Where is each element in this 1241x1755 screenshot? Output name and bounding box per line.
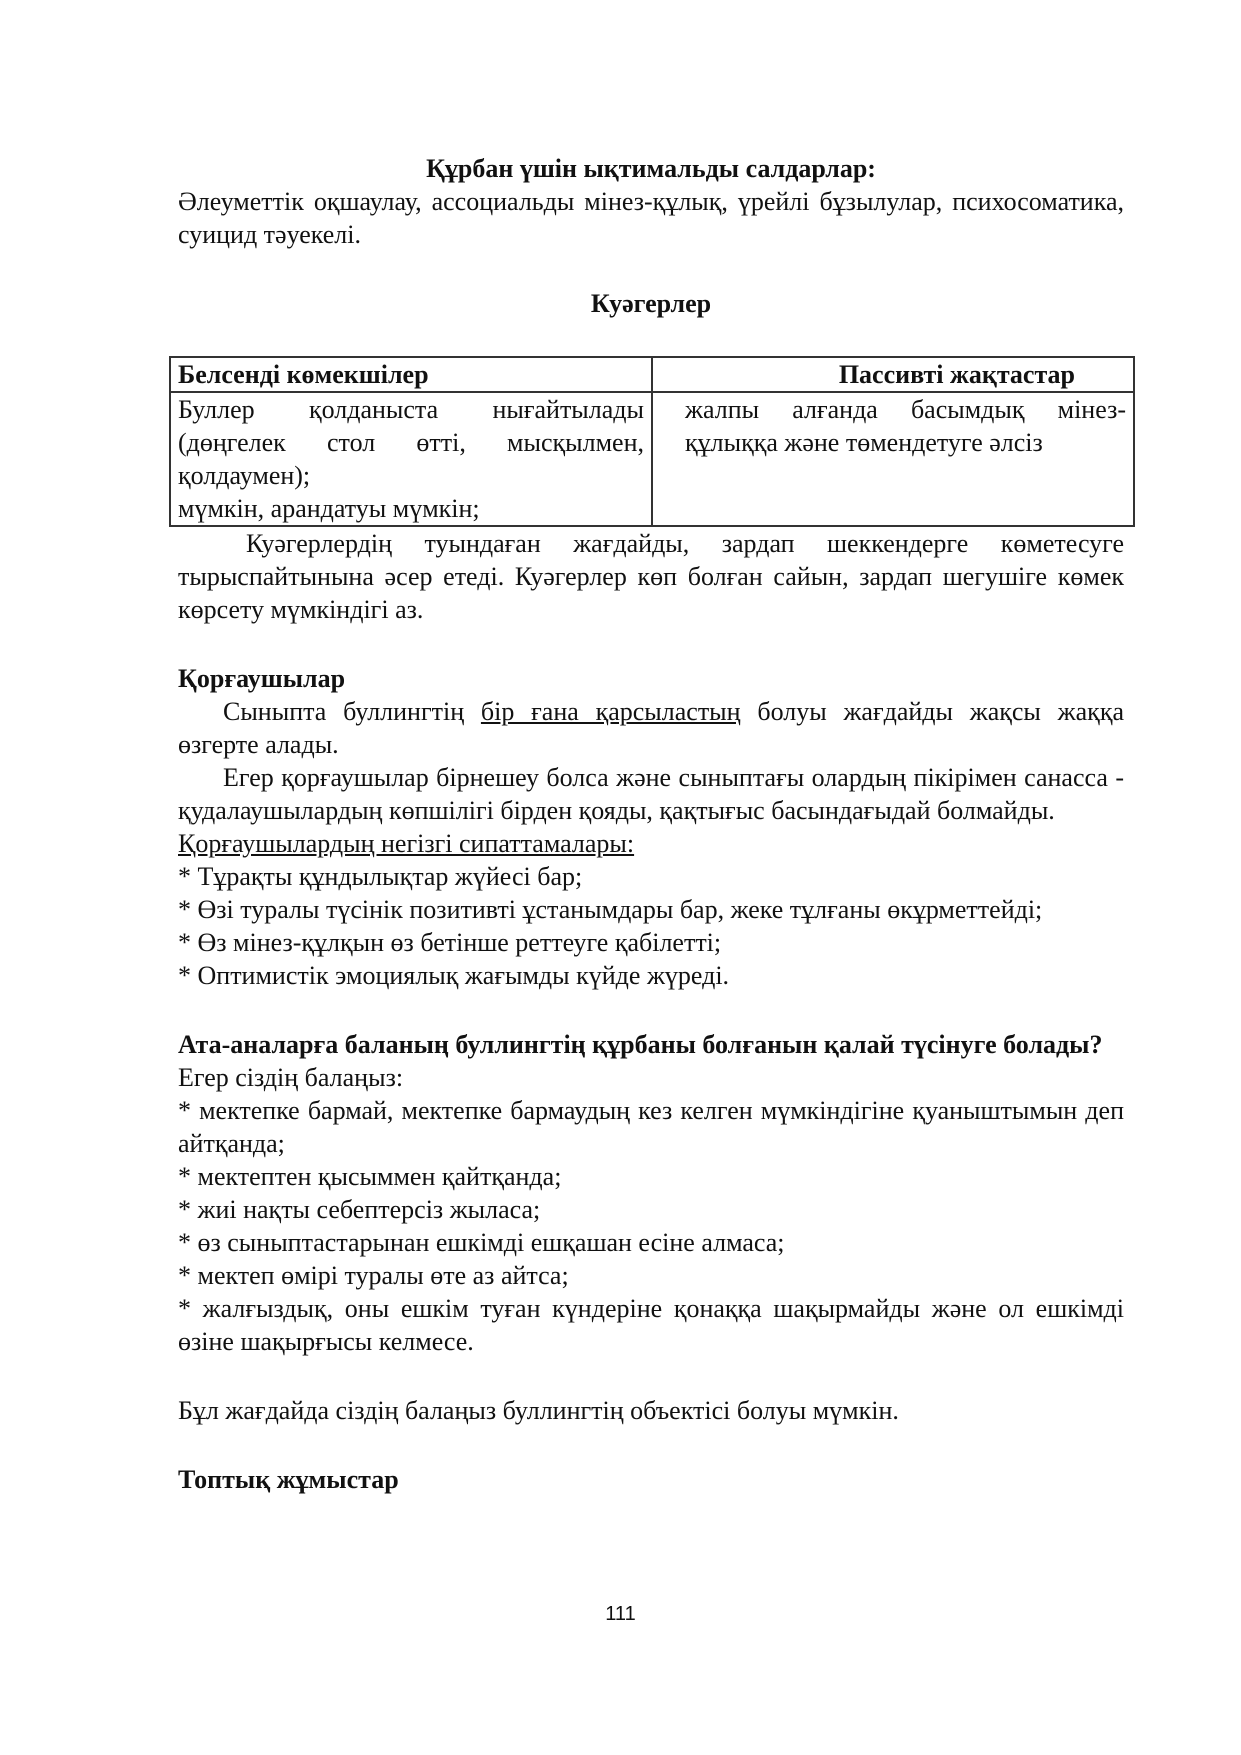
section-title-group-work: Топтық жұмыстар [178,1465,399,1494]
parents-intro: Егер сіздің балаңыз: [178,1063,404,1092]
witnesses-table [169,356,1135,527]
section-title-witnesses: Куәгерлер [590,289,712,318]
defenders-paragraph-1 [178,695,1124,761]
defenders-features-heading: Қорғаушылардың негізгі сипаттамалары: [178,829,635,858]
table-cell-active-text-2: мүмкін, арандатуы мүмкін; [178,494,480,523]
consequences-text: Әлеуметтік оқшаулау, ассоциальды мінез-құлық, үрейлі бұзылулар, психосоматика, суицид тәуекелі. [178,187,1124,249]
table-cell-active [170,392,652,526]
page-number: 111 [605,1603,636,1625]
defenders-paragraph-2: Егер қорғаушылар бірнешеу болса және сыныптағы олардың пікірімен санасса - қудалаушылардың көпшілігі бірден қояды, қақтығыс басындағыдай болмайды. [178,763,1124,825]
table-header-passive: Пассивті жақтастар [652,357,1134,392]
section-title-defenders: Қорғаушылар [178,664,346,693]
table-header-active: Белсенді көмекшілер [170,357,652,392]
list-item: * мектептен қысыммен қайтқанда; [178,1162,562,1191]
table-row [170,392,1134,526]
list-item: * жиі нақты себептерсіз жыласа; [178,1195,541,1224]
list-item: * өз сыныптастарынан ешкімді ешқашан есіне алмаса; [178,1228,785,1257]
section-title-parents: Ата-аналарға баланың буллингтің құрбаны болғанын қалай түсінуге болады? [178,1030,1103,1059]
table-cell-active-text: Буллер қолданыста нығайтылады (дөңгелек стол өтті, мысқылмен, қолдаумен); [178,395,644,490]
section-title-consequences: Құрбан үшін ықтимальды салдарлар: [426,154,876,183]
parents-conclusion: Бұл жағдайда сіздің балаңыз буллингтің объектісі болуы мүмкін. [178,1396,899,1425]
list-item: * жалғыздық, оны ешкім туған күндеріне қонаққа шақырмайды және ол ешкімді өзіне шақырғысы келмесе. [178,1294,1124,1356]
table-header-row [170,357,1134,392]
defenders-p1-end: болуы жағдайды жақсы жаққа өзгерте алады. [178,697,1124,759]
list-item: * мектепке бармай, мектепке бармаудың кез келген мүмкіндігіне қуаныштымын деп айтқанда; [178,1096,1124,1158]
list-item: * Тұрақты құндылықтар жүйесі бар; [178,862,583,891]
list-item: * Өзі туралы түсінік позитивті ұстанымдары бар, жеке тұлғаны өкұрметтейді; [178,895,1043,924]
list-item: * Өз мінез-құлқын өз бетінше реттеуге қабілетті; [178,928,722,957]
defenders-p1-underlined: бір ғана қарсыластың [480,697,741,726]
defenders-p1-start: Сыныпта буллингтің [223,697,481,726]
list-item: * мектеп өмірі туралы өте аз айтса; [178,1261,569,1290]
page-content [178,152,1124,1496]
witnesses-paragraph: Куәгерлердің туындаған жағдайды, зардап шеккендерге көметесуге тырыспайтынына әсер етеді. Куәгерлер көп болған сайын, зардап шегушіге көмек көрсету мүмкіндігі аз. [178,529,1124,624]
list-item: * Оптимистік эмоциялық жағымды күйде жүреді. [178,961,730,990]
table-cell-passive: жалпы алғанда басымдық мінез-құлыққа және төмендетуге әлсіз [652,392,1134,526]
